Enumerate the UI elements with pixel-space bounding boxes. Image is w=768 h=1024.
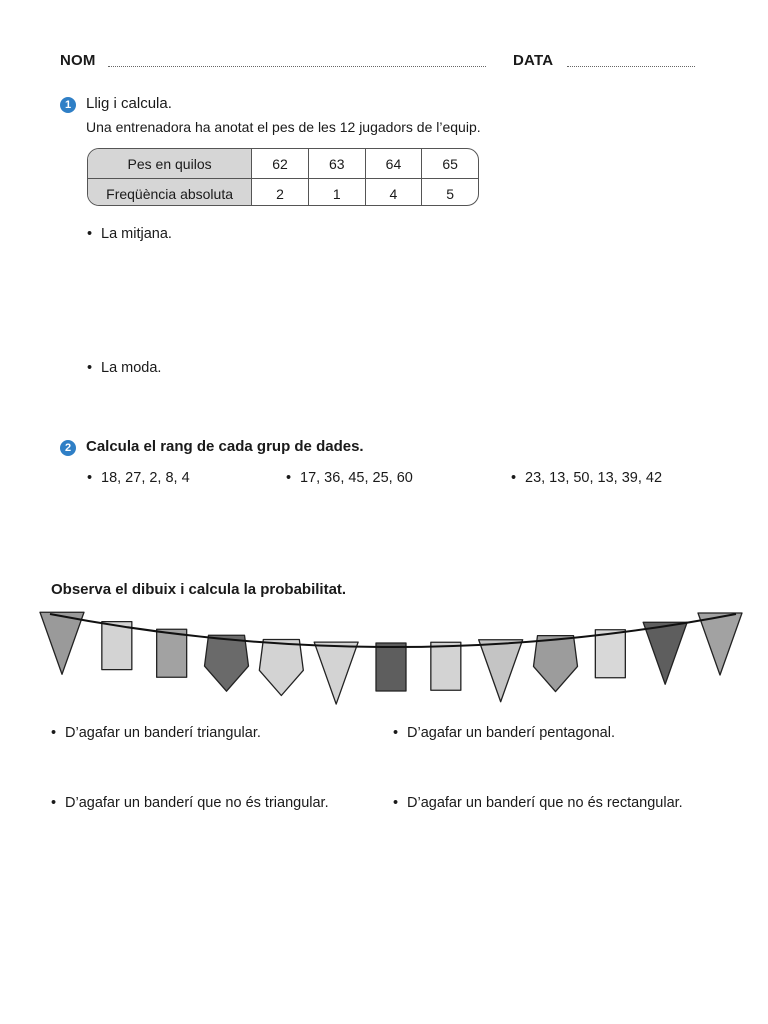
probability-question: D’agafar un banderí pentagonal. xyxy=(407,725,615,741)
triangular-flag xyxy=(40,612,84,674)
rectangular-flag xyxy=(102,622,132,670)
list-item: • 18, 27, 2, 8, 4 xyxy=(87,470,190,486)
table-row xyxy=(88,149,478,178)
date-field[interactable] xyxy=(567,66,695,67)
exercise2-title: Calcula el rang de cada grup de dades. xyxy=(86,438,364,455)
table-cell: 65 xyxy=(421,149,478,178)
rectangular-flag xyxy=(376,643,406,691)
date-label: DATA xyxy=(513,52,554,69)
bunting-string xyxy=(50,614,736,647)
table-row-header: Freqüència absoluta xyxy=(88,179,251,206)
exercise1-title: Llig i calcula. xyxy=(86,95,172,112)
exercise-number-badge: 2 xyxy=(60,440,76,456)
rectangular-flag xyxy=(157,629,187,677)
triangular-flag xyxy=(643,622,687,684)
table-row xyxy=(88,178,478,206)
table-cell: 2 xyxy=(251,179,308,206)
data-set-text: 23, 13, 50, 13, 39, 42 xyxy=(525,470,663,486)
probability-question: D’agafar un banderí que no és triangular. xyxy=(65,795,329,811)
probability-question: D’agafar un banderí que no és rectangular. xyxy=(407,795,683,811)
bunting-illustration xyxy=(0,600,768,710)
pentagonal-flag xyxy=(205,635,249,691)
data-set-text: 18, 27, 2, 8, 4 xyxy=(101,470,190,486)
exercise-number-badge: 1 xyxy=(60,97,76,113)
table-cell: 1 xyxy=(308,179,365,206)
list-item: • 23, 13, 50, 13, 39, 42 xyxy=(511,470,663,486)
pentagonal-flag xyxy=(259,640,303,696)
triangular-flag xyxy=(314,642,358,704)
name-label: NOM xyxy=(60,52,96,69)
triangular-flag xyxy=(479,640,523,702)
table-row-header: Pes en quilos xyxy=(88,149,251,178)
pentagonal-flag xyxy=(534,636,578,692)
name-field[interactable] xyxy=(108,66,486,67)
list-item: • D’agafar un banderí que no és rectangular. xyxy=(393,795,683,811)
list-item: • D’agafar un banderí que no és triangular. xyxy=(51,795,329,811)
frequency-table xyxy=(87,148,479,206)
triangular-flag xyxy=(698,613,742,675)
rectangular-flag xyxy=(431,642,461,690)
list-item: • D’agafar un banderí triangular. xyxy=(51,725,261,741)
exercise3-title: Observa el dibuix i calcula la probabilitat. xyxy=(51,581,347,598)
exercise1-statement: Una entrenadora ha anotat el pes de les 12 jugadors de l’equip. xyxy=(86,119,481,135)
probability-question: D’agafar un banderí triangular. xyxy=(65,725,261,741)
list-item: • 17, 36, 45, 25, 60 xyxy=(286,470,413,486)
list-item: • La moda. xyxy=(87,360,162,376)
table-cell: 64 xyxy=(365,149,422,178)
list-item: • La mitjana. xyxy=(87,226,172,242)
table-cell: 5 xyxy=(421,179,478,206)
rectangular-flag xyxy=(595,630,625,678)
table-cell: 4 xyxy=(365,179,422,206)
data-set-text: 17, 36, 45, 25, 60 xyxy=(300,470,413,486)
table-cell: 62 xyxy=(251,149,308,178)
table-cell: 63 xyxy=(308,149,365,178)
list-item: • D’agafar un banderí pentagonal. xyxy=(393,725,615,741)
bullet-text-mode: La moda. xyxy=(101,360,162,376)
bullet-text-mean: La mitjana. xyxy=(101,226,172,242)
